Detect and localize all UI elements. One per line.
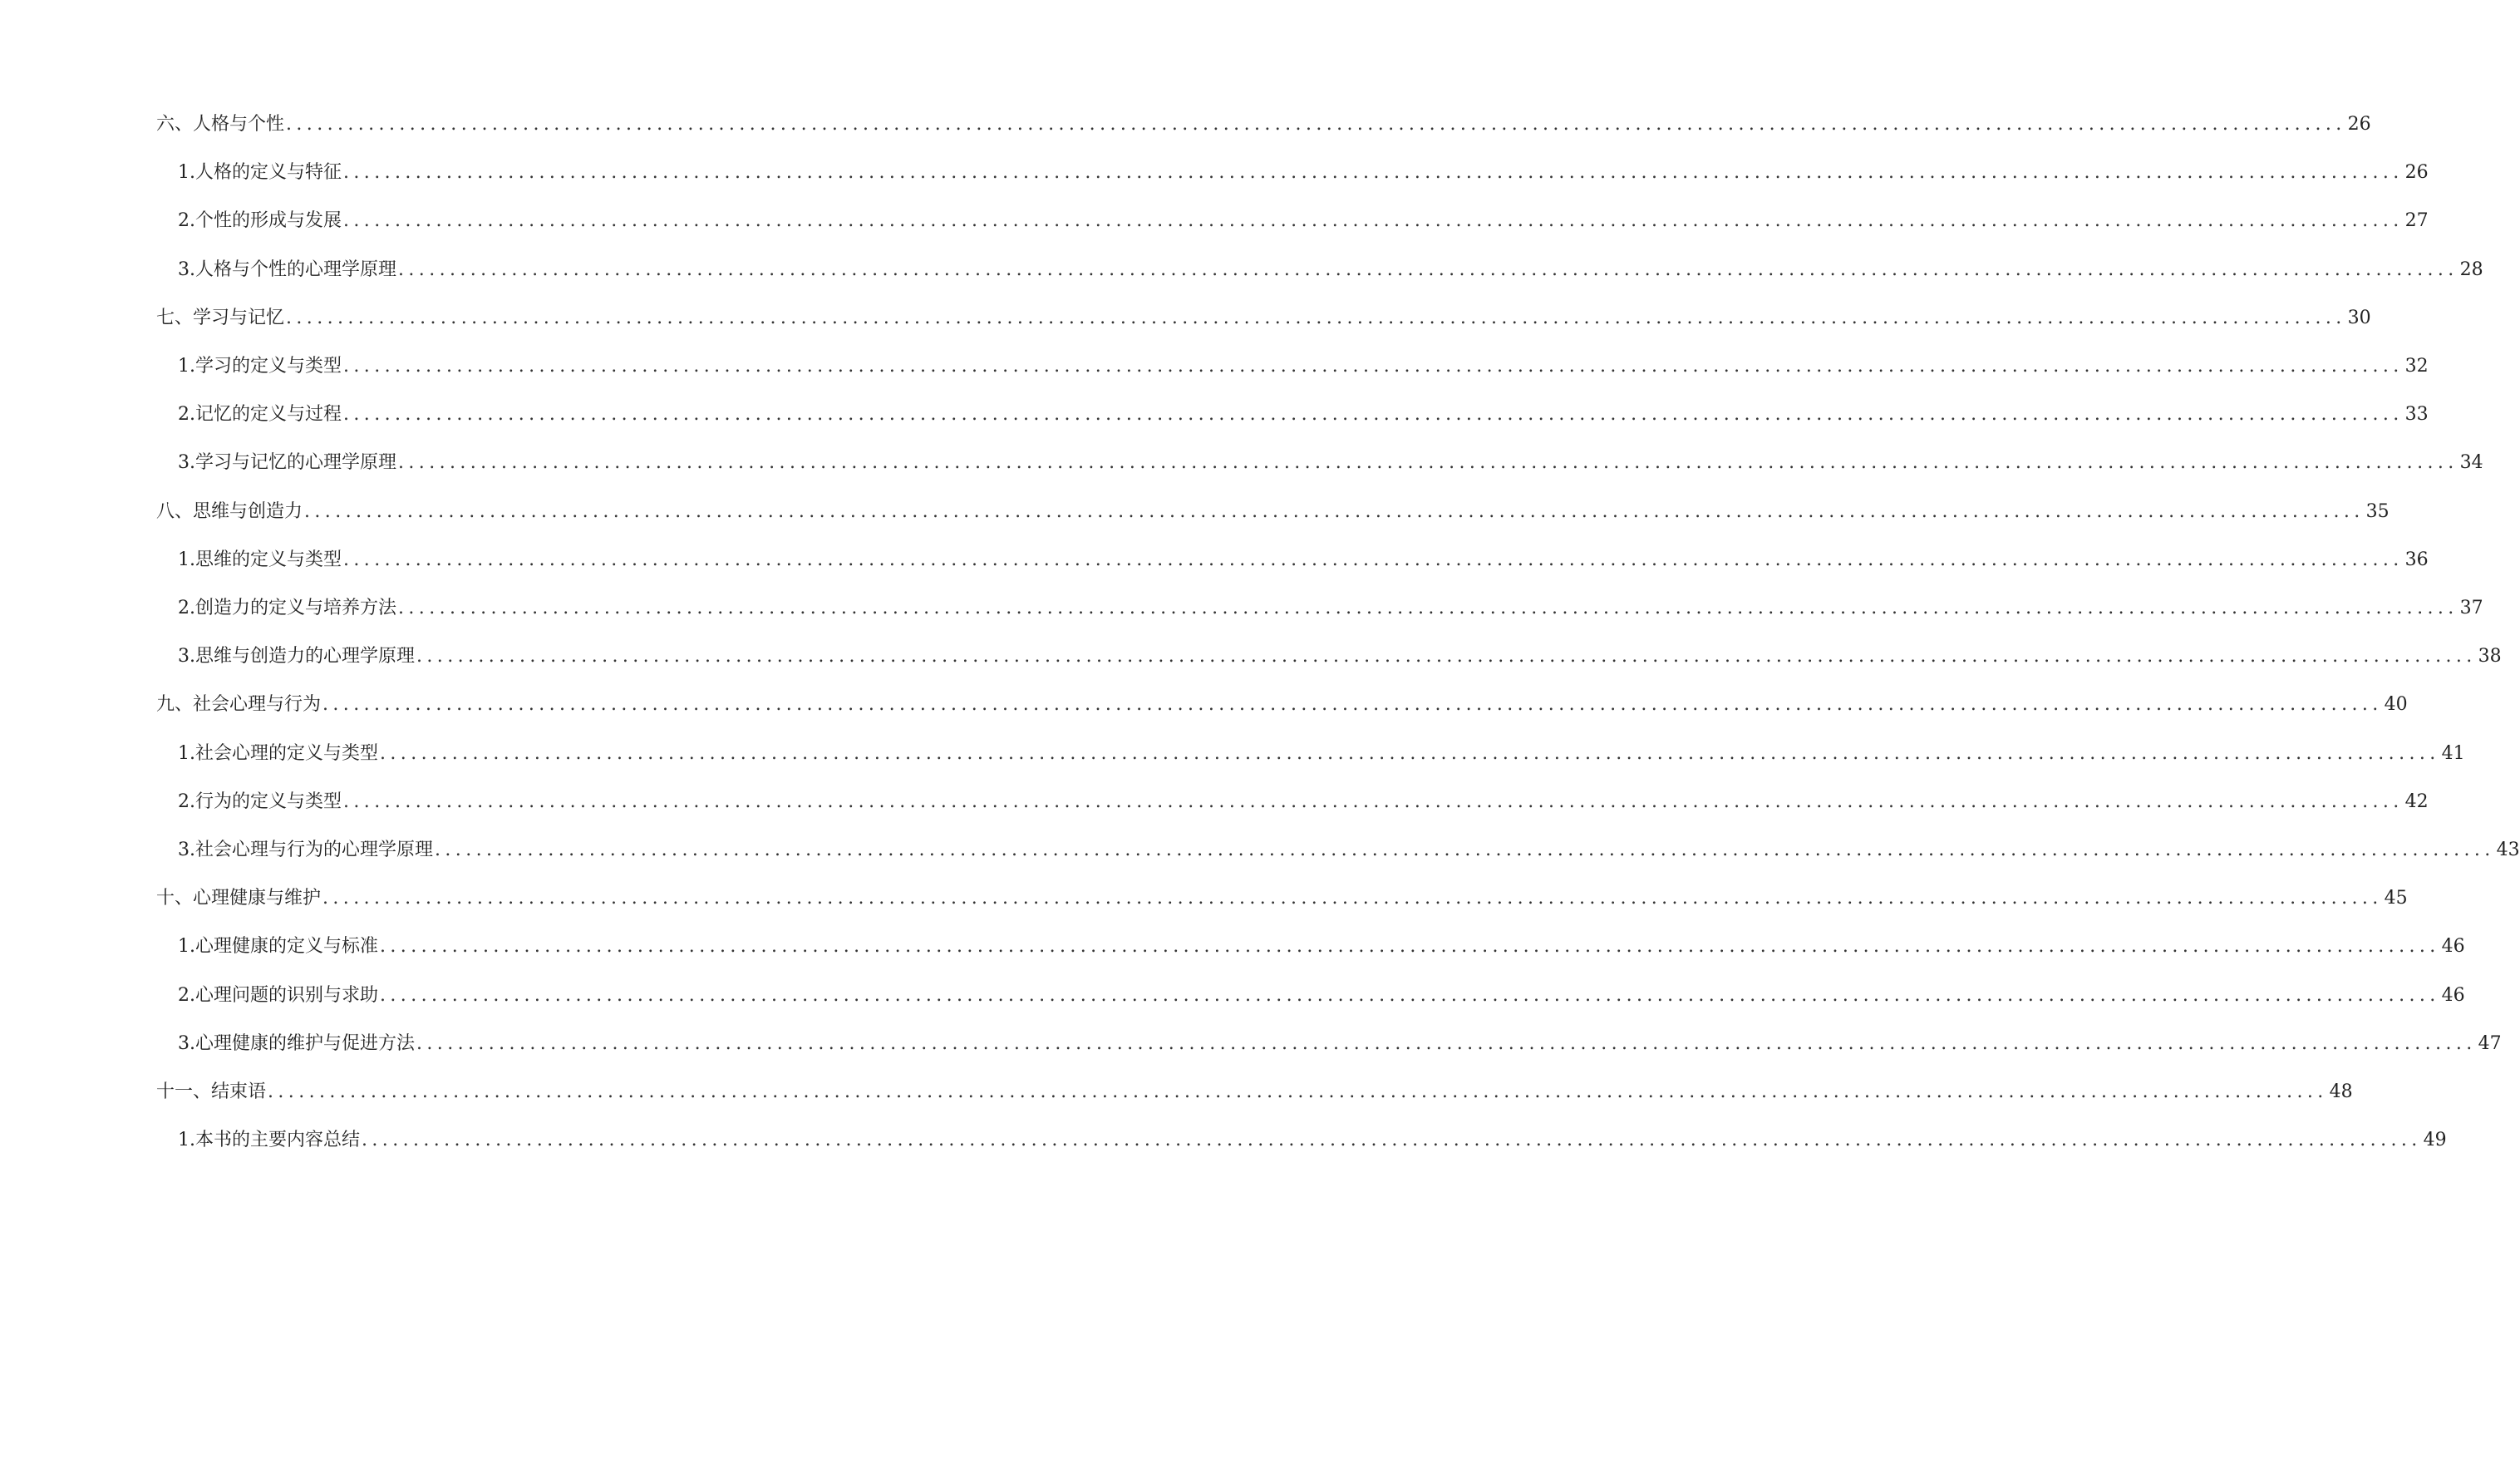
toc-entry-title: 十、心理健康与维护 [156, 888, 322, 909]
toc-entry-title: 人格与个性的心理学原理 [195, 259, 397, 280]
toc-entry-number: 2. [178, 791, 195, 812]
toc-entry-page-number: 38 [2478, 646, 2502, 667]
toc-entry-row [178, 1027, 2502, 1061]
toc-entry-number: 1. [178, 1130, 195, 1150]
toc-section-entry[interactable] [0, 979, 2465, 1012]
toc-entry-page-number: 42 [2404, 791, 2429, 812]
toc-entry-number: 3. [178, 259, 195, 280]
toc-entry-row [178, 398, 2429, 431]
dot-leader: ........................................................................................................................................................................................................ [322, 888, 2383, 909]
dot-leader: ........................................................................................................................................................................................................ [398, 259, 2458, 280]
toc-entry-page-number: 32 [2404, 356, 2429, 377]
toc-entry-number: 1. [178, 356, 195, 377]
toc-entry-number: 2. [178, 210, 195, 231]
toc-entry-title: 心理问题的识别与求助 [195, 985, 379, 1006]
dot-leader: ........................................................................................................................................................................................................ [343, 791, 2404, 812]
toc-section-entry[interactable] [0, 834, 2520, 867]
toc-entry-row [178, 1124, 2447, 1157]
toc-entry-number: 1. [178, 549, 195, 570]
toc-entry-title: 本书的主要内容总结 [195, 1130, 361, 1150]
toc-section-entry[interactable] [0, 737, 2465, 771]
toc-entry-row [156, 882, 2408, 915]
toc-entry-page-number: 36 [2404, 549, 2429, 570]
dot-leader: ........................................................................................................................................................................................................ [286, 114, 2346, 135]
toc-entry-title: 学习与记忆的心理学原理 [195, 452, 397, 473]
toc-entry-title: 行为的定义与类型 [195, 791, 342, 812]
dot-leader: ........................................................................................................................................................................................................ [416, 646, 2477, 667]
dot-leader: ........................................................................................................................................................................................................ [343, 210, 2404, 231]
toc-entry-title: 社会心理与行为的心理学原理 [195, 840, 434, 860]
toc-entry-page-number: 47 [2478, 1033, 2502, 1054]
toc-entry-row [156, 108, 2371, 141]
toc-entry-title: 心理健康的定义与标准 [195, 936, 379, 957]
dot-leader: ........................................................................................................................................................................................................ [322, 694, 2383, 715]
toc-entry-row [178, 592, 2483, 625]
toc-entry-number: 1. [178, 743, 195, 764]
toc-section-entry[interactable] [0, 1124, 2447, 1157]
dot-leader: ........................................................................................................................................................................................................ [380, 743, 2440, 764]
toc-chapter-entry[interactable] [0, 495, 2390, 529]
toc-entry-row [178, 204, 2429, 238]
toc-entry-page-number: 34 [2459, 452, 2483, 473]
toc-entry-row [156, 688, 2408, 722]
dot-leader: ........................................................................................................................................................................................................ [398, 452, 2458, 473]
dot-leader: ........................................................................................................................................................................................................ [286, 308, 2346, 328]
toc-entry-row [178, 786, 2429, 819]
toc-entry-page-number: 46 [2441, 985, 2465, 1006]
toc-section-entry[interactable] [0, 1027, 2502, 1061]
toc-entry-page-number: 26 [2347, 114, 2371, 135]
toc-chapter-entry[interactable] [0, 302, 2371, 335]
dot-leader: ........................................................................................................................................................................................................ [435, 840, 2495, 860]
toc-entry-number: 2. [178, 598, 195, 618]
toc-entry-page-number: 30 [2347, 308, 2371, 328]
toc-entry-page-number: 41 [2441, 743, 2465, 764]
toc-entry-title: 心理健康的维护与促进方法 [195, 1033, 416, 1054]
toc-section-entry[interactable] [0, 398, 2429, 431]
toc-entry-number: 3. [178, 646, 195, 667]
toc-entry-title: 九、社会心理与行为 [156, 694, 322, 715]
toc-entry-page-number: 43 [2496, 840, 2520, 860]
toc-entry-row [156, 495, 2390, 529]
toc-section-entry[interactable] [0, 446, 2483, 480]
dot-leader: ........................................................................................................................................................................................................ [343, 356, 2404, 377]
toc-entry-page-number: 37 [2459, 598, 2483, 618]
toc-entry-row [178, 350, 2429, 383]
toc-entry-row [178, 446, 2483, 480]
toc-chapter-entry[interactable] [0, 688, 2408, 722]
toc-entry-row [178, 544, 2429, 577]
toc-entry-page-number: 46 [2441, 936, 2465, 957]
toc-entry-row [178, 640, 2502, 673]
toc-entry-title: 人格的定义与特征 [195, 162, 342, 183]
toc-entry-title: 个性的形成与发展 [195, 210, 342, 231]
toc-section-entry[interactable] [0, 544, 2429, 577]
toc-chapter-entry[interactable] [0, 882, 2408, 915]
dot-leader: ........................................................................................................................................................................................................ [343, 162, 2404, 183]
toc-entry-page-number: 28 [2459, 259, 2483, 280]
dot-leader: ........................................................................................................................................................................................................ [268, 1081, 2328, 1102]
toc-entry-page-number: 26 [2404, 162, 2429, 183]
toc-entry-page-number: 48 [2329, 1081, 2353, 1102]
toc-entry-row [178, 156, 2429, 190]
toc-section-entry[interactable] [0, 156, 2429, 190]
dot-leader: ........................................................................................................................................................................................................ [343, 404, 2404, 425]
toc-entry-page-number: 35 [2365, 501, 2390, 522]
dot-leader: ........................................................................................................................................................................................................ [343, 549, 2404, 570]
toc-entry-number: 1. [178, 936, 195, 957]
toc-entry-page-number: 27 [2404, 210, 2429, 231]
dot-leader: ........................................................................................................................................................................................................ [398, 598, 2458, 618]
toc-entry-number: 3. [178, 452, 195, 473]
toc-section-entry[interactable] [0, 254, 2483, 287]
toc-entry-number: 2. [178, 404, 195, 425]
toc-entry-row [156, 302, 2371, 335]
toc-entry-row [178, 834, 2520, 867]
toc-entry-title: 创造力的定义与培养方法 [195, 598, 397, 618]
toc-entry-row [156, 1076, 2353, 1109]
toc-entry-page-number: 40 [2384, 694, 2408, 715]
toc-entry-number: 3. [178, 1033, 195, 1054]
toc-entry-title: 八、思维与创造力 [156, 501, 303, 522]
toc-entry-row [178, 930, 2465, 963]
toc-section-entry[interactable] [0, 350, 2429, 383]
toc-entry-title: 社会心理的定义与类型 [195, 743, 379, 764]
toc-entry-title: 七、学习与记忆 [156, 308, 285, 328]
toc-entry-title: 六、人格与个性 [156, 114, 285, 135]
toc-entry-number: 3. [178, 840, 195, 860]
toc-entry-row [178, 979, 2465, 1012]
toc-entry-title: 十一、结束语 [156, 1081, 267, 1102]
dot-leader: ........................................................................................................................................................................................................ [304, 501, 2365, 522]
toc-entry-number: 1. [178, 162, 195, 183]
dot-leader: ........................................................................................................................................................................................................ [362, 1130, 2422, 1150]
toc-entry-row [178, 254, 2483, 287]
toc-section-entry[interactable] [0, 786, 2429, 819]
toc-entry-row [178, 737, 2465, 771]
toc-chapter-entry[interactable] [0, 108, 2371, 141]
toc-section-entry[interactable] [0, 592, 2483, 625]
dot-leader: ........................................................................................................................................................................................................ [380, 985, 2440, 1006]
toc-entry-page-number: 33 [2404, 404, 2429, 425]
dot-leader: ........................................................................................................................................................................................................ [416, 1033, 2477, 1054]
toc-entry-title: 思维的定义与类型 [195, 549, 342, 570]
toc-section-entry[interactable] [0, 640, 2502, 673]
toc-section-entry[interactable] [0, 204, 2429, 238]
toc-entry-page-number: 45 [2384, 888, 2408, 909]
toc-section-entry[interactable] [0, 930, 2465, 963]
toc-chapter-entry[interactable] [0, 1076, 2353, 1109]
toc-entry-title: 思维与创造力的心理学原理 [195, 646, 416, 667]
toc-entry-page-number: 49 [2423, 1130, 2447, 1150]
toc-entry-number: 2. [178, 985, 195, 1006]
dot-leader: ........................................................................................................................................................................................................ [380, 936, 2440, 957]
toc-entry-title: 记忆的定义与过程 [195, 404, 342, 425]
toc-entry-title: 学习的定义与类型 [195, 356, 342, 377]
